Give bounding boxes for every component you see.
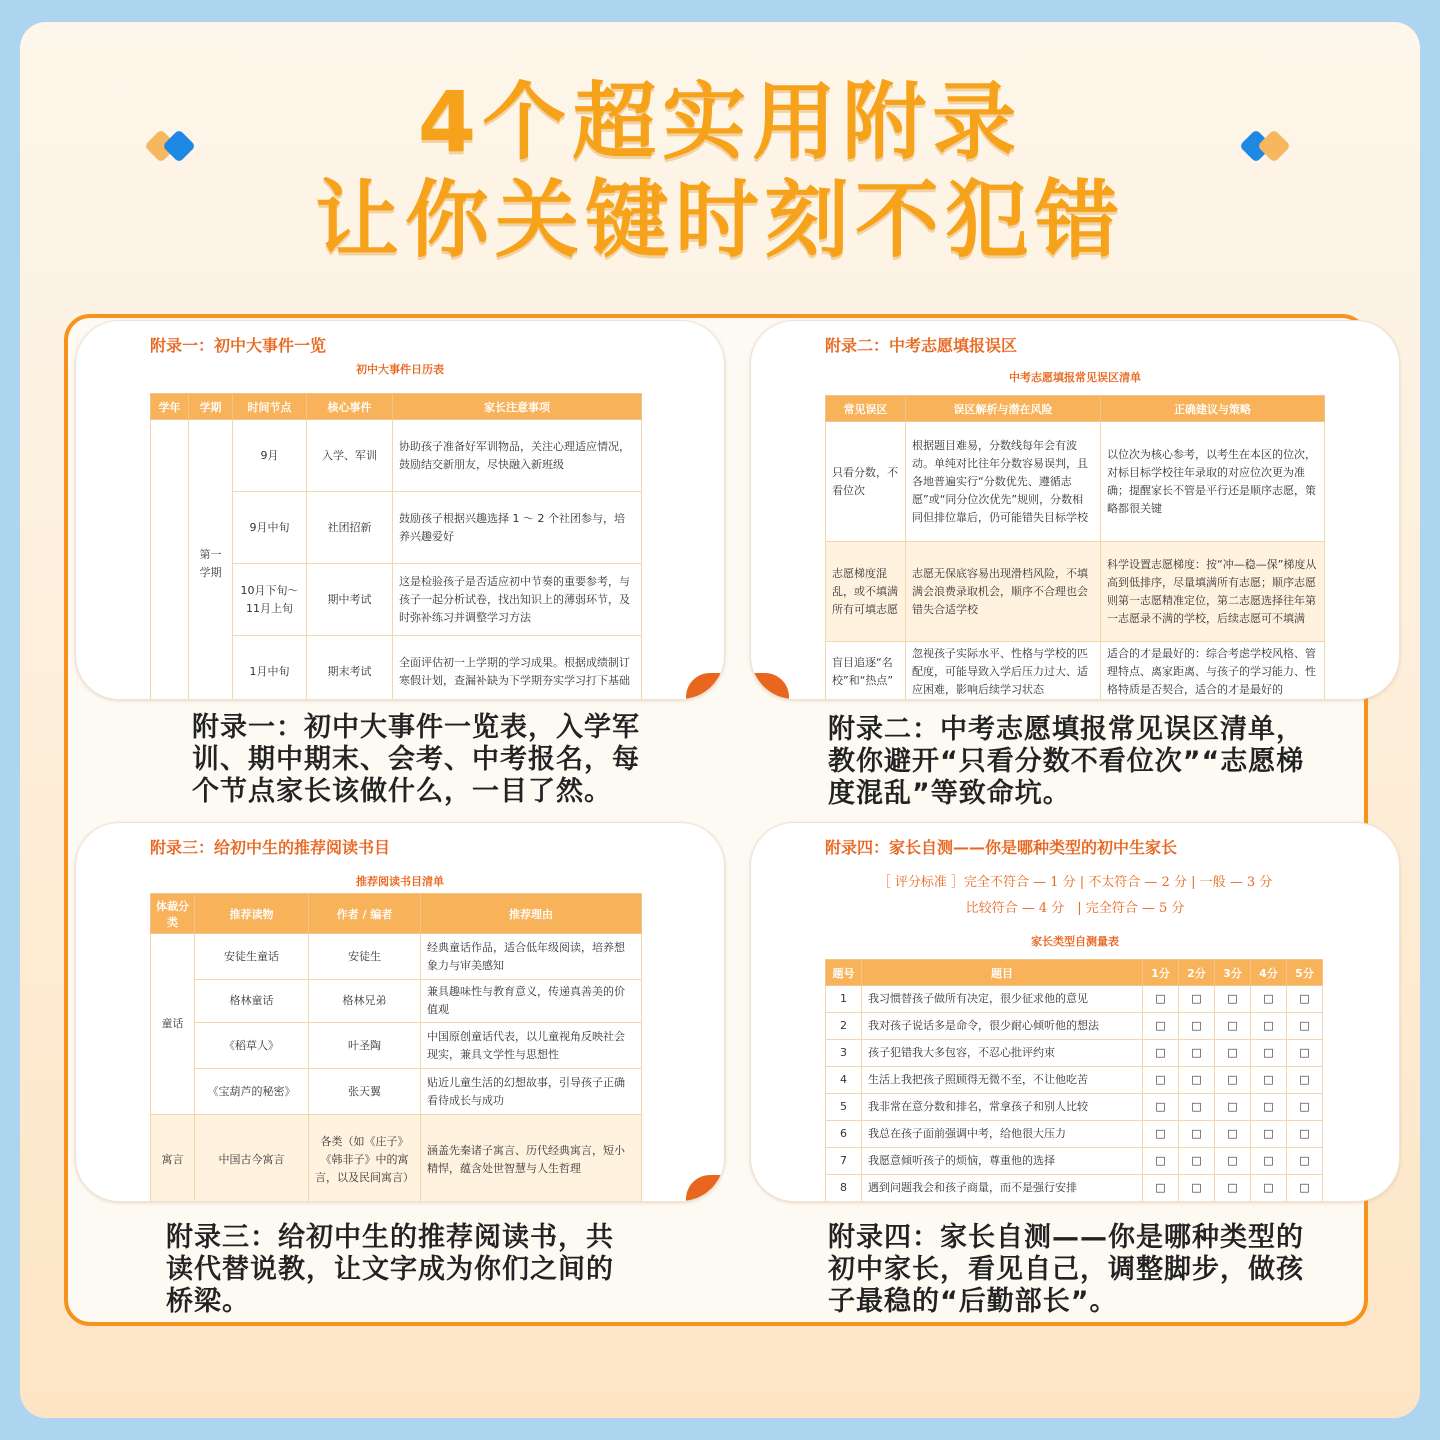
score-checkbox[interactable]: □	[1215, 1040, 1251, 1067]
score-checkbox[interactable]: □	[1215, 986, 1251, 1013]
score-checkbox[interactable]: □	[1287, 1094, 1323, 1121]
appendix1-table	[150, 393, 642, 700]
appendix1-title: 附录一：初中大事件一览	[150, 336, 327, 355]
appendix2-title: 附录二：中考志愿填报误区	[825, 336, 1018, 355]
table-header-row	[151, 394, 642, 420]
question-text: 我愿意倾听孩子的烦恼，尊重他的选择	[862, 1148, 1143, 1175]
score-checkbox[interactable]: □	[1179, 1121, 1215, 1148]
score-checkbox[interactable]: □	[1215, 1094, 1251, 1121]
column-header: 3分	[1215, 960, 1251, 986]
reason-cell: 兼具趣味性与教育意义，传递真善美的价值观	[421, 980, 642, 1023]
appendix2-table	[825, 395, 1325, 700]
table-row	[826, 1067, 1323, 1094]
table-row	[151, 1023, 642, 1069]
book-cell: 格林童话	[195, 980, 309, 1023]
myth-cell: 盲目追逐“名校”和“热点”	[826, 642, 906, 701]
column-header: 正确建议与策略	[1101, 396, 1325, 422]
column-header: 学期	[189, 394, 233, 420]
question-number: 1	[826, 986, 862, 1013]
myth-cell: 只看分数，不看位次	[826, 422, 906, 542]
question-number: 6	[826, 1121, 862, 1148]
column-header: 时间节点	[233, 394, 307, 420]
term-cell: 第一学期	[189, 420, 233, 701]
time-cell: 1月中旬	[233, 636, 307, 701]
appendix4-caption: 附录四：家长自测——你是哪种类型的初中家长，看见自己，调整脚步，做孩子最稳的“后勤部长”。	[828, 1222, 1304, 1317]
appendix2-subtitle: 中考志愿填报常见误区清单	[1009, 371, 1141, 384]
question-text: 孩子犯错我大多包容，不忍心批评约束	[862, 1040, 1143, 1067]
score-checkbox[interactable]: □	[1143, 1148, 1179, 1175]
appendix1-preview	[75, 320, 725, 700]
score-checkbox[interactable]: □	[1215, 1121, 1251, 1148]
table-row	[826, 1148, 1323, 1175]
score-checkbox[interactable]: □	[1251, 1013, 1287, 1040]
column-header: 家长注意事项	[393, 394, 642, 420]
time-cell: 9月中旬	[233, 492, 307, 564]
table-row	[826, 1121, 1323, 1148]
score-checkbox[interactable]: □	[1251, 1094, 1287, 1121]
time-cell: 10月下旬～11月上旬	[233, 564, 307, 636]
column-header: 题号	[826, 960, 862, 986]
appendix3-subtitle: 推荐阅读书目清单	[356, 875, 444, 888]
question-text: 遇到问题我会和孩子商量，而不是强行安排	[862, 1175, 1143, 1202]
column-header: 5分	[1287, 960, 1323, 986]
table-row	[826, 986, 1323, 1013]
question-number: 2	[826, 1013, 862, 1040]
reason-cell: 贴近儿童生活的幻想故事，引导孩子正确看待成长与成功	[421, 1069, 642, 1115]
score-checkbox[interactable]: □	[1251, 986, 1287, 1013]
advice-cell: 适合的才是最好的：综合考虑学校风格、管理特点、离家距离、与孩子的学习能力、性格特质是否契合，适合的才是最好的	[1101, 642, 1325, 701]
score-checkbox[interactable]: □	[1215, 1013, 1251, 1040]
table-row	[826, 1040, 1323, 1067]
score-checkbox[interactable]: □	[1251, 1121, 1287, 1148]
score-checkbox[interactable]: □	[1287, 1148, 1323, 1175]
corner-accent	[686, 673, 725, 700]
event-cell: 社团招新	[307, 492, 393, 564]
question-number: 3	[826, 1040, 862, 1067]
author-cell: 安徒生	[309, 934, 421, 980]
appendix4-preview	[750, 822, 1400, 1202]
score-checkbox[interactable]: □	[1251, 1148, 1287, 1175]
book-cell: 《稻草人》	[195, 1023, 309, 1069]
appendix3-title: 附录三：给初中生的推荐阅读书目	[150, 838, 391, 857]
myth-cell: 志愿梯度混乱，或不填满所有可填志愿	[826, 542, 906, 642]
advice-cell: 科学设置志愿梯度：按“冲—稳—保”梯度从高到低排序，尽量填满所有志愿；顺序志愿则第一志愿精准定位，第二志愿选择往年第一志愿录不满的学校，后续志愿可不填满	[1101, 542, 1325, 642]
question-text: 我非常在意分数和排名，常拿孩子和别人比较	[862, 1094, 1143, 1121]
score-checkbox[interactable]: □	[1179, 1013, 1215, 1040]
column-header: 体裁分类	[151, 894, 195, 934]
corner-accent	[750, 673, 789, 700]
score-checkbox[interactable]: □	[1143, 1175, 1179, 1202]
appendix2-caption: 附录二：中考志愿填报常见误区清单，教你避开“只看分数不看位次”“志愿梯度混乱”等致命坑。	[828, 714, 1305, 809]
score-checkbox[interactable]: □	[1287, 1121, 1323, 1148]
score-checkbox[interactable]: □	[1143, 1067, 1179, 1094]
author-cell: 各类（如《庄子》《韩非子》中的寓言，以及民间寓言）	[309, 1115, 421, 1203]
column-header: 核心事件	[307, 394, 393, 420]
score-checkbox[interactable]: □	[1287, 1040, 1323, 1067]
analysis-cell: 忽视孩子实际水平、性格与学校的匹配度，可能导致入学后压力过大、适应困难，影响后续学习状态	[906, 642, 1101, 701]
corner-accent	[686, 1175, 725, 1202]
note-cell: 鼓励孩子根据兴趣选择 1 ～ 2 个社团参与，培养兴趣爱好	[393, 492, 642, 564]
column-header: 常见误区	[826, 396, 906, 422]
score-checkbox[interactable]: □	[1287, 1067, 1323, 1094]
score-checkbox[interactable]: □	[1251, 1040, 1287, 1067]
table-row	[151, 1115, 642, 1203]
score-checkbox[interactable]: □	[1143, 1040, 1179, 1067]
score-checkbox[interactable]: □	[1251, 1175, 1287, 1202]
author-cell: 张天翼	[309, 1069, 421, 1115]
genre-cell: 童话	[151, 934, 195, 1115]
book-cell: 中国古今寓言	[195, 1115, 309, 1203]
score-checkbox[interactable]: □	[1143, 986, 1179, 1013]
table-row	[826, 422, 1325, 542]
book-cell: 《宝葫芦的秘密》	[195, 1069, 309, 1115]
score-checkbox[interactable]: □	[1287, 1175, 1323, 1202]
score-checkbox[interactable]: □	[1179, 1148, 1215, 1175]
table-row	[826, 642, 1325, 701]
column-header: 推荐读物	[195, 894, 309, 934]
appendix1-subtitle: 初中大事件日历表	[356, 363, 444, 376]
appendix1-caption: 附录一：初中大事件一览表，入学军训、期中期末、会考、中考报名，每个节点家长该做什么，一目了然。	[192, 712, 640, 807]
score-checkbox[interactable]: □	[1143, 1013, 1179, 1040]
column-header: 4分	[1251, 960, 1287, 986]
score-checkbox[interactable]: □	[1179, 986, 1215, 1013]
question-number: 5	[826, 1094, 862, 1121]
reason-cell: 中国原创童话代表，以儿童视角反映社会现实，兼具文学性与思想性	[421, 1023, 642, 1069]
event-cell: 期末考试	[307, 636, 393, 701]
score-checkbox[interactable]: □	[1179, 1040, 1215, 1067]
table-row	[826, 1013, 1323, 1040]
genre-cell: 寓言	[151, 1115, 195, 1203]
column-header: 2分	[1179, 960, 1215, 986]
advice-cell: 以位次为核心参考，以考生在本区的位次，对标目标学校往年录取的对应位次更为准确；提醒家长不管是平行还是顺序志愿，策略都很关键	[1101, 422, 1325, 542]
note-cell: 这是检验孩子是否适应初中节奏的重要参考，与孩子一起分析试卷，找出知识上的薄弱环节，及时弥补练习并调整学习方法	[393, 564, 642, 636]
score-checkbox[interactable]: □	[1251, 1067, 1287, 1094]
score-checkbox[interactable]: □	[1179, 1175, 1215, 1202]
appendix4-title: 附录四：家长自测——你是哪种类型的初中生家长	[825, 838, 1178, 857]
question-text: 我习惯替孩子做所有决定，很少征求他的意见	[862, 986, 1143, 1013]
table-row	[151, 420, 642, 492]
score-checkbox[interactable]: □	[1215, 1175, 1251, 1202]
table-header-row	[826, 396, 1325, 422]
table-row	[826, 1094, 1323, 1121]
column-header: 学年	[151, 394, 189, 420]
table-header-row	[826, 960, 1323, 986]
analysis-cell: 根据题目难易，分数线每年会有波动。单纯对比往年分数容易误判，且各地普遍实行“分数优先、遵循志愿”或“同分位次优先”规则，分数相同但排位靠后，仍可能错失目标学校	[906, 422, 1101, 542]
book-cell: 安徒生童话	[195, 934, 309, 980]
note-cell: 全面评估初一上学期的学习成果。根据成绩制订寒假计划，查漏补缺为下学期夯实学习打下基础	[393, 636, 642, 701]
column-header: 推荐理由	[421, 894, 642, 934]
score-checkbox[interactable]: □	[1287, 1013, 1323, 1040]
reason-cell: 涵盖先秦诸子寓言、历代经典寓言，短小精悍，蕴含处世智慧与人生哲理	[421, 1115, 642, 1203]
question-text: 我对孩子说话多是命令，很少耐心倾听他的想法	[862, 1013, 1143, 1040]
table-row	[151, 980, 642, 1023]
column-header: 作者 / 编者	[309, 894, 421, 934]
time-cell: 9月	[233, 420, 307, 492]
table-row	[826, 1175, 1323, 1202]
question-number: 4	[826, 1067, 862, 1094]
table-header-row	[151, 894, 642, 934]
appendix4-table	[825, 959, 1323, 1202]
author-cell: 叶圣陶	[309, 1023, 421, 1069]
author-cell: 格林兄弟	[309, 980, 421, 1023]
score-checkbox[interactable]: □	[1215, 1148, 1251, 1175]
question-number: 7	[826, 1148, 862, 1175]
column-header: 题目	[862, 960, 1143, 986]
table-row	[826, 542, 1325, 642]
score-checkbox[interactable]: □	[1179, 1094, 1215, 1121]
score-checkbox[interactable]: □	[1179, 1067, 1215, 1094]
appendix4-subtitle: 家长类型自测量表	[1031, 935, 1119, 948]
analysis-cell: 志愿无保底容易出现滑档风险，不填满会浪费录取机会，顺序不合理也会错失合适学校	[906, 542, 1101, 642]
score-checkbox[interactable]: □	[1143, 1121, 1179, 1148]
question-number: 8	[826, 1175, 862, 1202]
table-row	[151, 934, 642, 980]
score-checkbox[interactable]: □	[1215, 1067, 1251, 1094]
reason-cell: 经典童话作品，适合低年级阅读，培养想象力与审美感知	[421, 934, 642, 980]
event-cell: 期中考试	[307, 564, 393, 636]
headline-line-2: 让你关键时刻不犯错	[314, 171, 1125, 269]
grade-cell	[151, 420, 189, 701]
column-header: 误区解析与潜在风险	[906, 396, 1101, 422]
question-text: 生活上我把孩子照顾得无微不至，不让他吃苦	[862, 1067, 1143, 1094]
score-checkbox[interactable]: □	[1143, 1094, 1179, 1121]
appendix3-table	[150, 893, 642, 1202]
scoring-standard-line1: ［ 评分标准 ］完全不符合 — 1 分 | 不太符合 — 2 分 | 一般 — 3 分	[877, 875, 1273, 890]
appendix3-preview	[75, 822, 725, 1202]
table-row	[151, 1069, 642, 1115]
question-text: 我总在孩子面前强调中考，给他很大压力	[862, 1121, 1143, 1148]
headline-line-1: 4个超实用附录	[417, 73, 1023, 171]
appendix3-caption: 附录三：给初中生的推荐阅读书，共读代替说教，让文字成为你们之间的桥梁。	[166, 1222, 614, 1317]
note-cell: 协助孩子准备好军训物品，关注心理适应情况，鼓励结交新朋友，尽快融入新班级	[393, 420, 642, 492]
column-header: 1分	[1143, 960, 1179, 986]
event-cell: 入学、军训	[307, 420, 393, 492]
scoring-standard-line2: 比较符合 — 4 分 | 完全符合 — 5 分	[965, 901, 1185, 916]
appendix2-preview	[750, 320, 1400, 700]
score-checkbox[interactable]: □	[1287, 986, 1323, 1013]
